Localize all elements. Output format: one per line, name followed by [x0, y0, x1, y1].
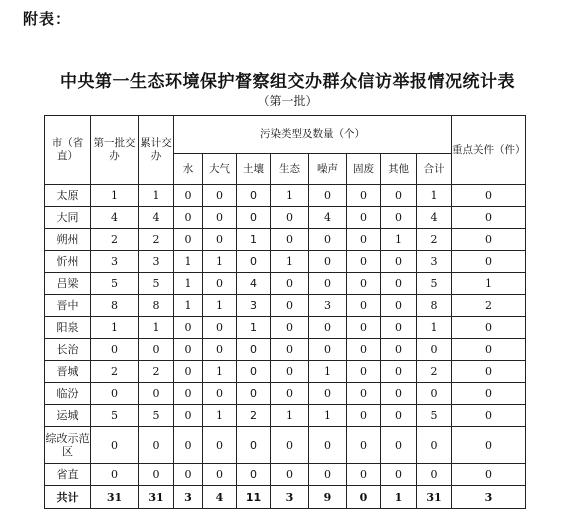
table-cell: 2 — [91, 229, 139, 251]
table-cell: 0 — [174, 185, 203, 207]
table-cell: 1 — [139, 185, 174, 207]
table-cell: 31 — [417, 486, 452, 509]
table-cell: 0 — [91, 464, 139, 486]
table-cell: 4 — [139, 207, 174, 229]
header-type-ecology: 生态 — [271, 154, 309, 185]
table-cell: 0 — [347, 405, 381, 427]
table-cell: 3 — [309, 295, 347, 317]
table-cell: 0 — [309, 464, 347, 486]
table-cell: 2 — [91, 361, 139, 383]
table-cell: 4 — [203, 486, 237, 509]
table-cell: 0 — [309, 317, 347, 339]
table-cell: 0 — [417, 383, 452, 405]
table-cell: 5 — [417, 273, 452, 295]
table-cell: 0 — [271, 229, 309, 251]
table-cell: 0 — [203, 464, 237, 486]
table-cell: 0 — [203, 207, 237, 229]
row-label: 临汾 — [45, 383, 91, 405]
table-cell: 0 — [347, 486, 381, 509]
table-cell: 0 — [174, 464, 203, 486]
header-batch1: 第一批交办 — [91, 116, 139, 185]
row-label: 长治 — [45, 339, 91, 361]
table-cell: 0 — [271, 383, 309, 405]
table-cell: 4 — [417, 207, 452, 229]
table-row — [45, 339, 526, 361]
table-cell: 0 — [347, 295, 381, 317]
table-cell: 0 — [139, 339, 174, 361]
table-cell: 4 — [309, 207, 347, 229]
table-cell: 0 — [271, 317, 309, 339]
table-cell: 0 — [271, 273, 309, 295]
table-cell: 0 — [309, 251, 347, 273]
table-cell: 0 — [381, 251, 417, 273]
table-cell: 1 — [309, 361, 347, 383]
table-cell: 0 — [139, 427, 174, 464]
table-cell: 1 — [174, 295, 203, 317]
table-cell: 0 — [381, 427, 417, 464]
table-cell: 5 — [91, 273, 139, 295]
table-cell: 1 — [381, 229, 417, 251]
table-cell: 31 — [139, 486, 174, 509]
table-cell: 4 — [237, 273, 271, 295]
table-row — [45, 273, 526, 295]
header-cumulative: 累计交办 — [139, 116, 174, 185]
table-cell: 0 — [452, 427, 526, 464]
table-cell: 0 — [203, 317, 237, 339]
header-city: 市（省直） — [45, 116, 91, 185]
table-cell: 0 — [452, 361, 526, 383]
table-cell: 8 — [139, 295, 174, 317]
row-label: 省直 — [45, 464, 91, 486]
table-cell: 5 — [139, 273, 174, 295]
row-label: 阳泉 — [45, 317, 91, 339]
table-cell: 0 — [203, 185, 237, 207]
table-row — [45, 464, 526, 486]
table-cell: 0 — [347, 339, 381, 361]
table-cell: 0 — [174, 361, 203, 383]
table-cell: 5 — [91, 405, 139, 427]
table-cell: 0 — [237, 464, 271, 486]
table-cell: 1 — [91, 317, 139, 339]
header-type-noise: 噪声 — [309, 154, 347, 185]
table-row — [45, 317, 526, 339]
table-cell: 1 — [237, 317, 271, 339]
table-cell: 0 — [381, 464, 417, 486]
table-cell: 0 — [271, 207, 309, 229]
table-cell: 2 — [417, 361, 452, 383]
table-cell: 8 — [91, 295, 139, 317]
table-cell: 3 — [271, 486, 309, 509]
table-cell: 3 — [452, 486, 526, 509]
table-cell: 0 — [271, 295, 309, 317]
table-cell: 1 — [174, 251, 203, 273]
header-type-other: 其他 — [381, 154, 417, 185]
table-cell: 1 — [203, 405, 237, 427]
table-row — [45, 207, 526, 229]
header-type-air: 大气 — [203, 154, 237, 185]
table-cell: 1 — [417, 185, 452, 207]
table-cell: 0 — [452, 339, 526, 361]
table-cell: 1 — [381, 486, 417, 509]
table-cell: 0 — [452, 405, 526, 427]
table-cell: 0 — [452, 207, 526, 229]
table-cell: 1 — [203, 295, 237, 317]
table-cell: 0 — [309, 427, 347, 464]
table-cell: 0 — [203, 273, 237, 295]
table-cell: 0 — [237, 361, 271, 383]
table-cell: 0 — [381, 185, 417, 207]
table-cell: 0 — [417, 339, 452, 361]
row-label: 朔州 — [45, 229, 91, 251]
table-cell: 0 — [347, 427, 381, 464]
table-cell: 0 — [237, 339, 271, 361]
statistics-table — [44, 115, 526, 509]
row-label: 共计 — [45, 486, 91, 509]
table-cell: 0 — [309, 185, 347, 207]
table-cell: 0 — [174, 383, 203, 405]
row-label: 大同 — [45, 207, 91, 229]
header-type-water: 水 — [174, 154, 203, 185]
table-cell: 0 — [174, 427, 203, 464]
table-cell: 0 — [203, 427, 237, 464]
table-cell: 1 — [417, 317, 452, 339]
row-label: 综改示范区 — [45, 427, 91, 464]
table-cell: 0 — [271, 464, 309, 486]
table-cell: 1 — [139, 317, 174, 339]
table-cell: 0 — [347, 383, 381, 405]
table-cell: 11 — [237, 486, 271, 509]
table-cell: 0 — [203, 339, 237, 361]
table-cell: 0 — [309, 339, 347, 361]
table-cell: 0 — [174, 317, 203, 339]
table-row — [45, 251, 526, 273]
table-cell: 0 — [381, 317, 417, 339]
table-cell: 3 — [237, 295, 271, 317]
table-cell: 3 — [417, 251, 452, 273]
table-cell: 0 — [309, 273, 347, 295]
table-cell: 0 — [91, 383, 139, 405]
table-cell: 0 — [381, 383, 417, 405]
table-cell: 1 — [91, 185, 139, 207]
table-cell: 31 — [91, 486, 139, 509]
table-cell: 1 — [309, 405, 347, 427]
table-cell: 0 — [347, 317, 381, 339]
table-cell: 4 — [91, 207, 139, 229]
table-cell: 1 — [452, 273, 526, 295]
table-cell: 0 — [381, 361, 417, 383]
table-cell: 0 — [271, 361, 309, 383]
table-cell: 0 — [237, 207, 271, 229]
table-cell: 0 — [347, 229, 381, 251]
appendix-label: 附表： — [23, 10, 72, 28]
header-type-solid-waste: 固废 — [347, 154, 381, 185]
table-cell: 0 — [452, 383, 526, 405]
table-cell: 0 — [203, 229, 237, 251]
table-cell: 0 — [452, 185, 526, 207]
row-label: 吕梁 — [45, 273, 91, 295]
table-cell: 0 — [347, 361, 381, 383]
table-row — [45, 229, 526, 251]
table-cell: 0 — [417, 464, 452, 486]
table-cell: 2 — [139, 361, 174, 383]
table-cell: 1 — [174, 273, 203, 295]
table-cell: 1 — [271, 251, 309, 273]
header-type-subtotal: 合计 — [417, 154, 452, 185]
table-cell: 3 — [174, 486, 203, 509]
table-row — [45, 405, 526, 427]
table-body — [45, 185, 526, 509]
table-cell: 0 — [139, 464, 174, 486]
table-row — [45, 361, 526, 383]
row-label: 运城 — [45, 405, 91, 427]
table-cell: 0 — [452, 229, 526, 251]
table-cell: 0 — [174, 229, 203, 251]
table-cell: 0 — [347, 207, 381, 229]
table-cell: 0 — [347, 251, 381, 273]
table-subtitle: （第一批） — [257, 94, 318, 108]
table-cell: 0 — [271, 427, 309, 464]
row-label: 忻州 — [45, 251, 91, 273]
table-cell: 5 — [139, 405, 174, 427]
header-pollution-types: 污染类型及数量（个） — [174, 116, 452, 154]
table-cell: 1 — [203, 251, 237, 273]
table-cell: 0 — [347, 464, 381, 486]
row-label: 太原 — [45, 185, 91, 207]
table-cell: 1 — [237, 229, 271, 251]
table-cell: 0 — [91, 339, 139, 361]
table-row — [45, 427, 526, 464]
table-cell: 1 — [271, 185, 309, 207]
table-cell: 2 — [139, 229, 174, 251]
table-cell: 0 — [347, 273, 381, 295]
table-cell: 0 — [271, 339, 309, 361]
table-cell: 0 — [452, 317, 526, 339]
table-cell: 0 — [174, 207, 203, 229]
table-cell: 1 — [203, 361, 237, 383]
table-cell: 0 — [347, 185, 381, 207]
table-cell: 8 — [417, 295, 452, 317]
table-cell: 0 — [237, 251, 271, 273]
header-type-soil: 土壤 — [237, 154, 271, 185]
table-cell: 3 — [139, 251, 174, 273]
row-label: 晋城 — [45, 361, 91, 383]
table-cell: 0 — [203, 383, 237, 405]
row-label: 晋中 — [45, 295, 91, 317]
table-cell: 1 — [271, 405, 309, 427]
table-cell: 0 — [417, 427, 452, 464]
table-cell: 0 — [174, 339, 203, 361]
table-title: 中央第一生态环境保护督察组交办群众信访举报情况统计表 — [60, 72, 515, 92]
table-cell: 0 — [309, 383, 347, 405]
table-cell: 2 — [417, 229, 452, 251]
table-row — [45, 295, 526, 317]
table-cell: 0 — [237, 427, 271, 464]
header-key-cases: 重点关件（件） — [452, 116, 526, 185]
table-cell: 0 — [139, 383, 174, 405]
table-cell: 0 — [91, 427, 139, 464]
table-cell: 0 — [452, 251, 526, 273]
table-cell: 0 — [309, 229, 347, 251]
table-cell: 0 — [381, 405, 417, 427]
table-cell: 0 — [381, 295, 417, 317]
table-cell: 0 — [381, 273, 417, 295]
table-cell: 2 — [237, 405, 271, 427]
table-cell: 0 — [237, 383, 271, 405]
table-row — [45, 185, 526, 207]
table-cell: 0 — [452, 464, 526, 486]
table-total-row — [45, 486, 526, 509]
table-cell: 0 — [174, 405, 203, 427]
table-cell: 3 — [91, 251, 139, 273]
table-cell: 0 — [237, 185, 271, 207]
table-cell: 9 — [309, 486, 347, 509]
table-cell: 0 — [381, 339, 417, 361]
table-cell: 5 — [417, 405, 452, 427]
table-cell: 2 — [452, 295, 526, 317]
table-cell: 0 — [381, 207, 417, 229]
table-row — [45, 383, 526, 405]
